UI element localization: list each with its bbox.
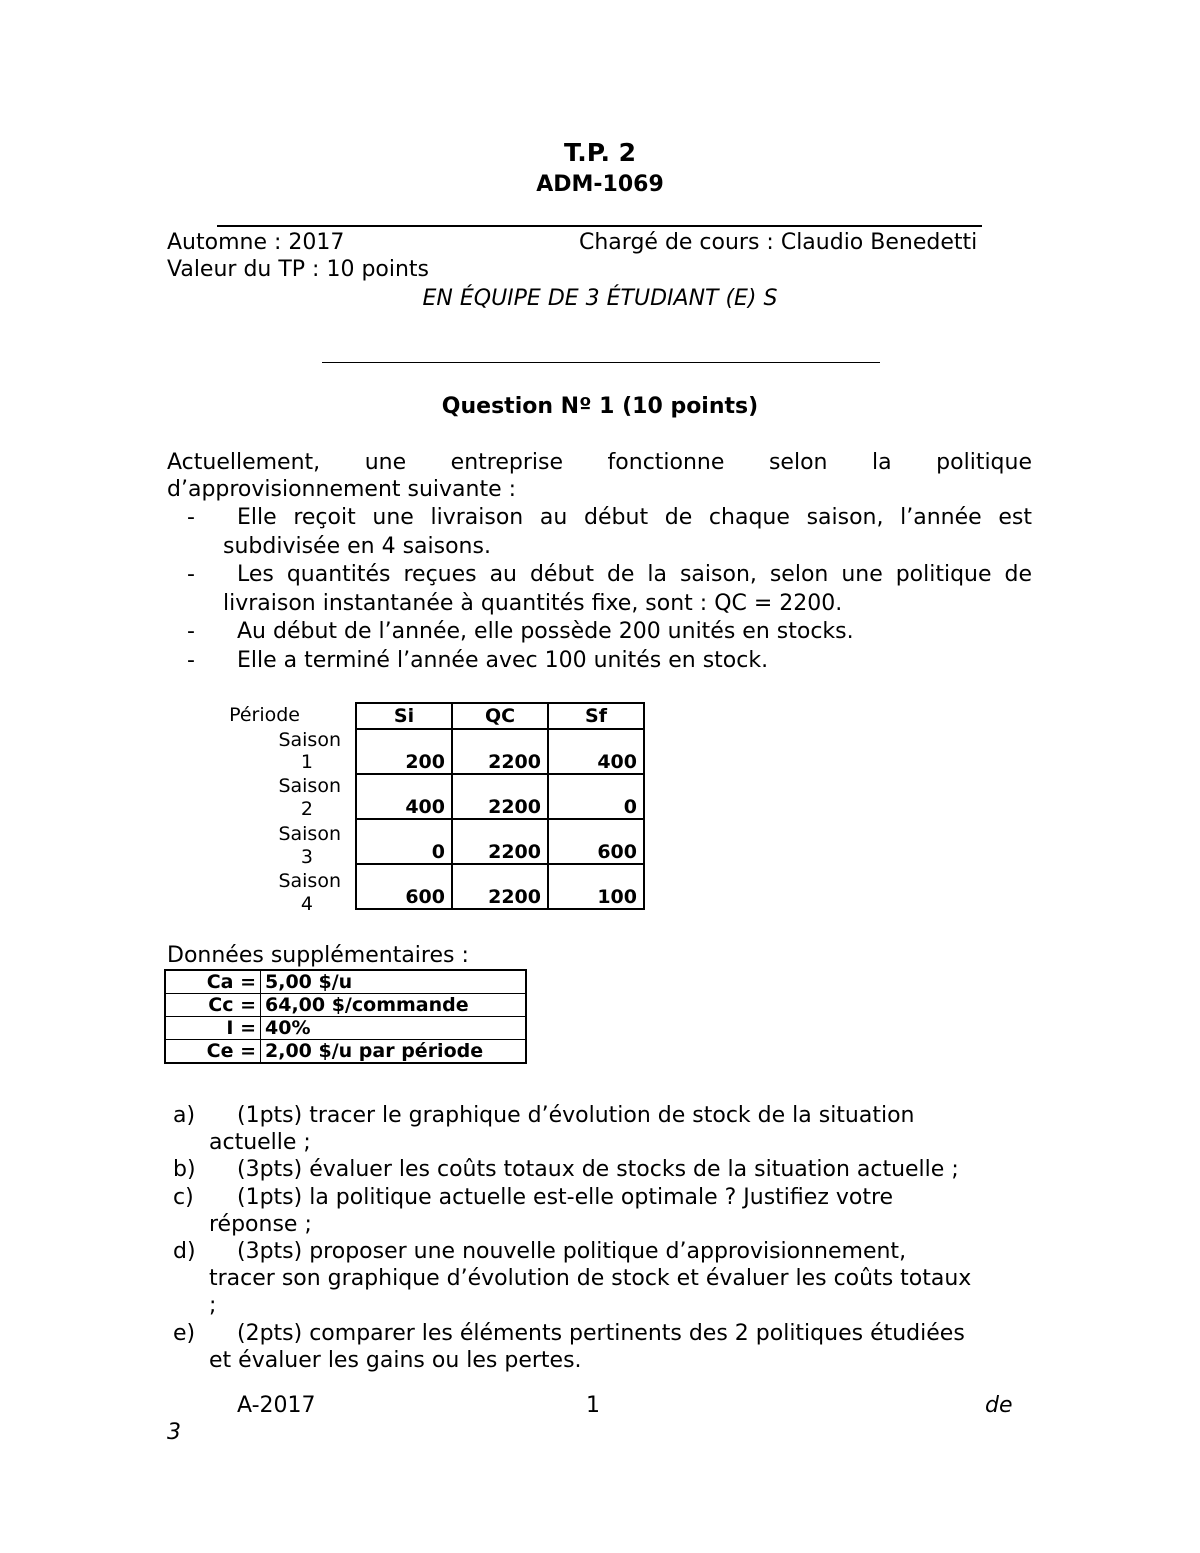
cell-qc: 2200 xyxy=(452,864,548,909)
cell-qc: 2200 xyxy=(452,729,548,774)
subquestion-a-line2: actuelle ; xyxy=(209,1130,311,1155)
period-table xyxy=(355,702,645,910)
cell-sf: 0 xyxy=(548,774,644,819)
cell-sf: 100 xyxy=(548,864,644,909)
bullet-1-line1: Elle reçoit une livraison au début de chaque saison, l’année est xyxy=(237,505,1032,530)
bullet-dash: - xyxy=(187,562,195,587)
cell-si: 0 xyxy=(356,819,452,864)
footer-page-number: 1 xyxy=(586,1393,600,1418)
subquestion-e-line2: et évaluer les gains ou les pertes. xyxy=(209,1348,582,1373)
table-row xyxy=(165,970,526,994)
header-qc: QC xyxy=(452,703,548,729)
subquestion-e-line1: (2pts) comparer les éléments pertinents des 2 politiques étudiées xyxy=(237,1321,965,1346)
subquestion-d-line2: tracer son graphique d’évolution de stock et évaluer les coûts totaux xyxy=(209,1266,972,1291)
table-row xyxy=(165,994,526,1017)
value-label: Valeur du TP : 10 points xyxy=(167,257,430,282)
period-label: Période xyxy=(229,704,300,726)
cell-qc: 2200 xyxy=(452,819,548,864)
table-row xyxy=(356,864,644,909)
header-si: Si xyxy=(356,703,452,729)
cell-si: 200 xyxy=(356,729,452,774)
document-title: T.P. 2 xyxy=(563,138,637,167)
season-number: 1 xyxy=(300,751,313,773)
subquestion-d-line3: ; xyxy=(209,1293,217,1318)
table-row xyxy=(165,1040,526,1064)
team-note: EN ÉQUIPE DE 3 ÉTUDIANT (E) S xyxy=(422,286,778,311)
header-divider xyxy=(217,225,982,227)
header-sf: Sf xyxy=(548,703,644,729)
bullet-dash: - xyxy=(187,505,195,530)
extra-key: Ce = xyxy=(165,1040,261,1064)
footer-of-label: de xyxy=(985,1393,1013,1418)
subquestion-label-a: a) xyxy=(173,1103,196,1128)
cell-sf: 400 xyxy=(548,729,644,774)
table-row xyxy=(356,729,644,774)
session-label: Automne : 2017 xyxy=(167,230,345,255)
bullet-1-line2: subdivisée en 4 saisons. xyxy=(223,534,491,559)
season-number: 4 xyxy=(300,893,313,915)
subquestion-label-b: b) xyxy=(173,1157,196,1182)
course-code: ADM-1069 xyxy=(536,172,664,197)
extra-value: 40% xyxy=(261,1017,527,1040)
table-header-row xyxy=(356,703,644,729)
season-label: Saison xyxy=(278,775,341,797)
table-row xyxy=(356,774,644,819)
extra-key: Cc = xyxy=(165,994,261,1017)
bullet-3-line1: Au début de l’année, elle possède 200 unités en stocks. xyxy=(237,619,854,644)
subquestion-label-e: e) xyxy=(173,1321,196,1346)
bullet-4-line1: Elle a terminé l’année avec 100 unités en stock. xyxy=(237,648,769,673)
footer-term: A-2017 xyxy=(237,1393,316,1418)
cell-qc: 2200 xyxy=(452,774,548,819)
cell-si: 600 xyxy=(356,864,452,909)
question-title: Question Nº 1 (10 points) xyxy=(441,394,759,419)
subquestion-c-line1: (1pts) la politique actuelle est-elle optimale ? Justifiez votre xyxy=(237,1185,894,1210)
question-intro-line2: d’approvisionnement suivante : xyxy=(167,477,517,502)
question-intro-line1: Actuellement, une entreprise fonctionne selon la politique xyxy=(167,450,1032,475)
subquestion-a-line1: (1pts) tracer le graphique d’évolution de stock de la situation xyxy=(237,1103,915,1128)
bullet-2-line1: Les quantités reçues au début de la saison, selon une politique de xyxy=(237,562,1032,587)
subquestion-d-line1: (3pts) proposer une nouvelle politique d’approvisionnement, xyxy=(237,1239,907,1264)
extra-value: 5,00 $/u xyxy=(261,970,527,994)
subquestion-label-c: c) xyxy=(173,1185,194,1210)
footer-total-pages: 3 xyxy=(167,1420,181,1445)
extra-key: I = xyxy=(165,1017,261,1040)
bullet-2-line2: livraison instantanée à quantités fixe, sont : QC = 2200. xyxy=(223,591,843,616)
season-number: 2 xyxy=(300,798,313,820)
season-label: Saison xyxy=(278,823,341,845)
season-label: Saison xyxy=(278,729,341,751)
extra-value: 64,00 $/commande xyxy=(261,994,527,1017)
cell-sf: 600 xyxy=(548,819,644,864)
season-number: 3 xyxy=(300,846,313,868)
extra-key: Ca = xyxy=(165,970,261,994)
cell-si: 400 xyxy=(356,774,452,819)
subquestion-c-line2: réponse ; xyxy=(209,1212,312,1237)
extra-title: Données supplémentaires : xyxy=(167,943,469,968)
table-row xyxy=(165,1017,526,1040)
extra-data-table xyxy=(164,969,527,1064)
section-divider xyxy=(322,362,880,363)
bullet-dash: - xyxy=(187,648,195,673)
table-row xyxy=(356,819,644,864)
bullet-dash: - xyxy=(187,619,195,644)
subquestion-b-line1: (3pts) évaluer les coûts totaux de stocks de la situation actuelle ; xyxy=(237,1157,959,1182)
extra-value: 2,00 $/u par période xyxy=(261,1040,527,1064)
subquestion-label-d: d) xyxy=(173,1239,196,1264)
season-label: Saison xyxy=(278,870,341,892)
instructor-label: Chargé de cours : Claudio Benedetti xyxy=(579,230,978,255)
